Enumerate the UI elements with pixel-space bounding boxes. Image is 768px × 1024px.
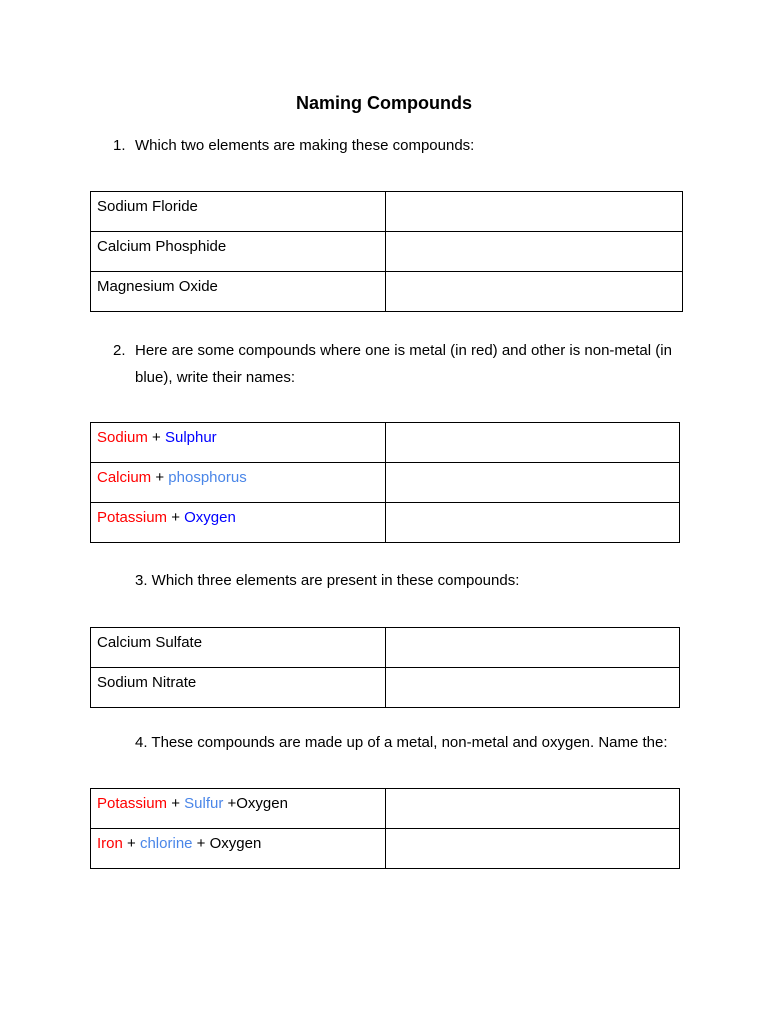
compound-name: Sodium Floride [97,198,198,215]
answer-cell[interactable] [386,423,680,463]
compound-cell [91,463,386,503]
plus-sign: + [147,429,165,446]
oxygen-part: + Oxygen [192,835,262,852]
answer-cell[interactable] [386,668,680,708]
table-row [91,423,680,463]
nonmetal-name: Oxygen [184,509,236,526]
metal-name: Calcium [97,469,152,486]
question-3-text: 3. Which three elements are present in these compounds: [135,572,520,589]
nonmetal-name: Sulfur [184,795,224,812]
compound-name: Magnesium Oxide [97,278,218,295]
compound-cell [91,192,386,232]
table-row [91,232,683,272]
plus-sign: + [167,509,185,526]
compound-cell [91,423,386,463]
metal-name: Potassium [97,509,168,526]
compound-cell [91,789,386,829]
compound-cell [91,628,386,668]
table-row [91,789,680,829]
answer-cell[interactable] [386,829,680,869]
answer-cell[interactable] [386,192,683,232]
nonmetal-name: phosphorus [168,469,247,486]
question-1-text: Which two elements are making these compounds: [135,137,475,154]
metal-name: Potassium [97,795,168,812]
answer-cell[interactable] [386,232,683,272]
metal-name: Iron [97,835,123,852]
oxygen-part: +Oxygen [223,795,288,812]
compound-cell [91,232,386,272]
question-4 [135,729,755,756]
question-3-table [90,627,680,708]
plus-sign: + [122,835,140,852]
answer-cell[interactable] [386,463,680,503]
nonmetal-name: Sulphur [164,429,217,446]
compound-cell [91,829,386,869]
compound-cell [91,668,386,708]
compound-cell [91,503,386,543]
question-1-number: 1. [113,137,126,154]
answer-cell[interactable] [386,272,683,312]
question-4-table [90,788,680,869]
question-4-text: 4. These compounds are made up of a metal, non-metal and oxygen. Name the: [135,734,668,751]
compound-name: Calcium Phosphide [97,238,227,255]
table-row [91,272,683,312]
nonmetal-name: chlorine [139,835,193,852]
answer-cell[interactable] [386,628,680,668]
answer-cell[interactable] [386,789,680,829]
question-1 [113,132,693,159]
answer-cell[interactable] [386,503,680,543]
page-title: Naming Compounds [296,93,472,113]
table-row [91,668,680,708]
table-row [91,503,680,543]
table-row [91,192,683,232]
table-row [91,829,680,869]
plus-sign: + [167,795,185,812]
table-row [91,628,680,668]
compound-name: Calcium Sulfate [97,634,203,651]
question-2-text: Here are some compounds where one is metal (in red) and other is non-metal (in blue), write their names: [135,342,672,386]
question-2-table [90,422,680,543]
question-1-table [90,191,683,312]
table-row [91,463,680,503]
compound-cell [91,272,386,312]
question-2-number: 2. [113,342,126,359]
question-3 [135,567,735,594]
plus-sign: + [151,469,169,486]
question-2 [113,337,683,391]
compound-name: Sodium Nitrate [97,674,197,691]
metal-name: Sodium [97,429,148,446]
